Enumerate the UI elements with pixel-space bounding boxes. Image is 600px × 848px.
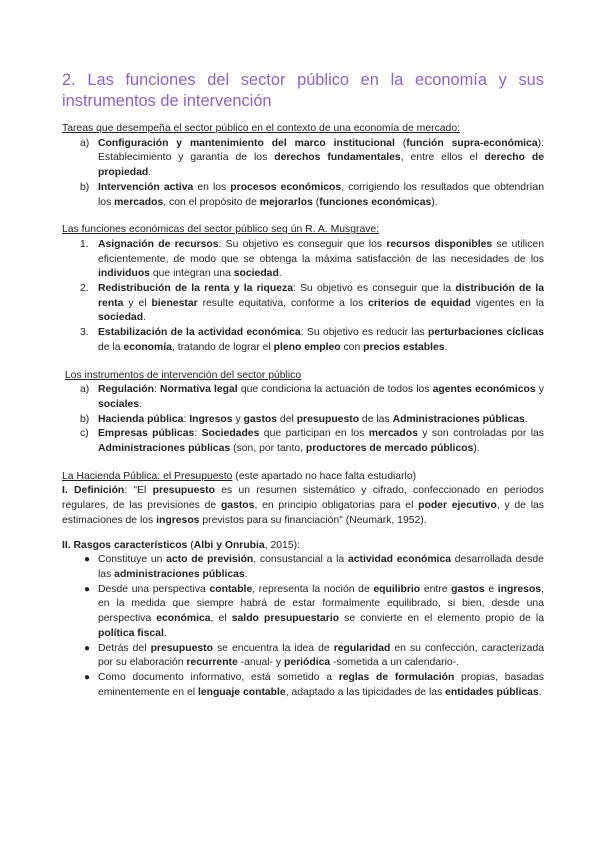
text-run: (son, por tanto, xyxy=(230,443,306,455)
rasgos-heading xyxy=(62,539,544,554)
bold-term: Regulación xyxy=(98,384,155,396)
bullet-icon: ● xyxy=(84,583,91,595)
text-run: : Su objetivo es reducir las xyxy=(300,327,429,339)
bold-term: ingresos xyxy=(497,583,542,595)
text-run: del xyxy=(277,413,297,425)
bold-term: I. Definición xyxy=(62,485,125,497)
text-run: e xyxy=(484,583,498,595)
section-title: 2. Las funciones del sector público en la economía y sus instrumentos de intervención xyxy=(62,71,544,110)
text-run: y xyxy=(232,413,244,425)
item-text xyxy=(98,554,544,580)
text-run: ). xyxy=(431,196,438,208)
text-run: se encuentra la idea de xyxy=(212,642,334,654)
bold-term: mejorarlos xyxy=(259,196,313,208)
bold-term: distribución de la renta xyxy=(98,283,544,309)
text-run: . xyxy=(148,167,152,179)
bold-term: Configuración y mantenimiento del marco institucional xyxy=(98,137,395,149)
list-marker: b) xyxy=(80,181,90,193)
text-run: : xyxy=(183,413,190,425)
list-item xyxy=(62,181,544,210)
bold-term: política fiscal xyxy=(98,627,164,639)
item-text xyxy=(98,283,544,323)
bold-term: Intervención activa xyxy=(98,181,194,193)
bullet-item xyxy=(62,642,544,671)
item-text xyxy=(98,182,544,208)
bullet-item xyxy=(62,553,544,582)
text-run: y xyxy=(535,384,545,396)
bold-term: regularidad xyxy=(333,642,391,654)
bold-term: Administraciones públicas xyxy=(392,413,525,425)
item-text xyxy=(98,414,528,425)
tareas-list xyxy=(62,137,544,211)
text-run: que participan en los xyxy=(259,428,369,440)
bold-term: sociales xyxy=(98,398,140,410)
text-run: , 2015): xyxy=(264,539,300,551)
text-run: ): Establecimiento y garantía de los xyxy=(98,137,544,164)
list-item xyxy=(62,326,544,355)
section-presupuesto xyxy=(62,470,544,701)
text-run: entre xyxy=(420,583,452,595)
bold-term: poder ejecutivo xyxy=(418,500,497,512)
list-marker: c) xyxy=(80,428,89,440)
text-run: Desde una perspectiva xyxy=(98,583,210,595)
text-run: previstos para su financiación" (Neumark, 1952). xyxy=(199,514,427,526)
item-text xyxy=(98,584,544,639)
text-run: : xyxy=(194,428,202,440)
section-instrumentos xyxy=(62,369,544,457)
text-run: . xyxy=(143,312,146,324)
bold-term: periódica xyxy=(284,657,331,669)
text-run: -sometida a un calendario-. xyxy=(330,657,460,669)
list-marker: 3. xyxy=(80,327,89,339)
text-run: . xyxy=(163,627,167,639)
bold-term: ingresos xyxy=(156,514,200,526)
bold-term: criterios de equidad xyxy=(368,297,471,309)
bold-term: presupuesto xyxy=(150,642,213,654)
tareas-heading: Tareas que desempeña el sector público en el contexto de una economía de mercado: xyxy=(62,123,460,134)
presupuesto-definition xyxy=(62,484,544,528)
bold-term: actividad económica xyxy=(347,554,451,566)
list-item xyxy=(62,427,544,456)
text-run: propias, basadas eminentemente en el xyxy=(98,671,545,698)
bold-term: gastos xyxy=(243,413,278,425)
list-marker: a) xyxy=(80,384,90,396)
instrumentos-heading: Los instrumentos de intervención del sector público xyxy=(64,369,302,381)
bold-term: economía xyxy=(123,341,172,353)
item-text xyxy=(98,428,544,454)
bold-term: presupuesto xyxy=(296,413,360,425)
bullet-icon: ● xyxy=(84,671,91,683)
text-run: , corrigiendo los resultados que obtendrían los xyxy=(98,181,544,208)
bold-term: saldo presupuestario xyxy=(231,613,340,625)
presupuesto-heading: La Hacienda Pública: el Presupuesto (este apartado no hace falta estudiarlo) xyxy=(62,470,417,482)
bold-term: II. Rasgos característicos xyxy=(62,539,188,551)
item-text xyxy=(98,327,544,353)
text-run: , consustancial a la xyxy=(253,554,348,566)
list-item xyxy=(62,383,544,412)
item-text xyxy=(98,239,544,279)
text-run: . xyxy=(139,398,142,410)
bold-term: perturbaciones cíclicas xyxy=(428,327,544,339)
text-run: vigentes en la xyxy=(470,297,544,309)
list-marker: b) xyxy=(80,413,90,425)
text-run: , tratando de lograr el xyxy=(171,341,274,353)
item-text xyxy=(98,672,544,698)
text-run: ( xyxy=(394,137,407,149)
document-page xyxy=(62,70,544,700)
bold-term: reglas de formulación xyxy=(338,671,455,683)
bold-term: Albi y Onrubia xyxy=(193,539,265,551)
text-run: . xyxy=(278,268,282,280)
text-run: resulte equitativa, conforme a los xyxy=(197,297,369,309)
text-run: : Su objetivo es conseguir que la xyxy=(293,283,456,295)
bold-term: derechos fundamentales xyxy=(274,152,401,164)
bold-term: contable xyxy=(209,583,253,595)
text-run: , en principio obligatorias para el xyxy=(254,500,419,512)
bold-term: bienestar xyxy=(151,297,198,309)
bold-term: equilibrio xyxy=(373,583,421,595)
item-text xyxy=(98,384,544,410)
list-marker: 1. xyxy=(80,238,89,250)
text-run: , en la medida que siempre habrá de estar formalmente equilibrado, si bien, desde una perspectiva xyxy=(98,583,544,625)
bold-term: agentes económicos xyxy=(432,384,536,396)
text-run: : xyxy=(154,384,161,396)
text-run: . xyxy=(524,413,528,425)
bold-term: funciones económicas xyxy=(319,196,432,208)
text-run: , adaptado a las tipicidades de las xyxy=(285,686,446,698)
text-run: y el xyxy=(123,297,152,309)
text-run: -anual- y xyxy=(237,657,284,669)
bullet-icon: ● xyxy=(84,642,91,654)
bold-term: sociedad xyxy=(233,268,279,280)
bold-term: sociedad xyxy=(98,312,144,324)
bold-term: derecho de propiedad xyxy=(98,152,545,179)
list-item xyxy=(62,282,544,326)
bold-term: lenguaje contable xyxy=(197,686,286,698)
text-run: con xyxy=(340,341,364,353)
text-run: ). xyxy=(473,443,480,455)
text-run: , entre ellos el xyxy=(400,152,485,164)
text-run: : Su objetivo es conseguir que los xyxy=(218,238,387,250)
bold-term: recursos disponibles xyxy=(386,238,493,250)
bold-term: Normativa legal xyxy=(160,384,238,396)
text-run: se convierte en el elemento propio de la xyxy=(339,613,544,625)
text-run: que condiciona la actuación de todos los xyxy=(237,384,433,396)
bullet-item xyxy=(62,583,544,642)
text-run: : "El xyxy=(124,485,153,497)
bullet-item xyxy=(62,671,544,700)
bold-term: individuos xyxy=(98,268,150,280)
section-funciones xyxy=(62,223,544,355)
bold-term: función supra-económica xyxy=(406,137,538,149)
bold-term: presupuesto xyxy=(152,485,215,497)
text-run: en los xyxy=(193,181,231,193)
bold-term: recurrente xyxy=(186,657,238,669)
funciones-heading: Las funciones económicas del sector público seg ún R. A. Musgrave: xyxy=(62,224,380,236)
text-run: de la xyxy=(98,341,124,353)
bold-term: entidades públicas xyxy=(445,686,539,698)
bold-term: económica xyxy=(156,613,211,625)
item-text xyxy=(98,643,544,669)
item-text xyxy=(98,138,544,178)
bold-term: Empresas públicas xyxy=(98,428,195,440)
text-run: de las xyxy=(359,413,393,425)
funciones-list xyxy=(62,238,544,356)
list-marker: 2. xyxy=(80,283,89,295)
text-run: en su confección, caracterizada por su elaboración xyxy=(98,642,544,669)
text-run: y son controladas por las xyxy=(417,428,544,440)
bold-term: productores de mercado públicos xyxy=(305,443,474,455)
instrumentos-list xyxy=(62,383,544,457)
text-run: Como documento informativo, está sometido a xyxy=(98,671,339,683)
list-item xyxy=(62,137,544,181)
text-run: que integran una xyxy=(149,268,234,280)
bold-term: precios estables xyxy=(363,341,445,353)
section-tareas xyxy=(62,122,544,210)
text-run: , el xyxy=(210,613,232,625)
text-run: . xyxy=(444,341,448,353)
list-item xyxy=(62,238,544,282)
bold-term: acto de previsión xyxy=(166,554,254,566)
bold-term: Hacienda pública xyxy=(98,413,184,425)
bold-term: mercados xyxy=(114,196,164,208)
rasgos-list xyxy=(62,553,544,700)
text-run: Constituye un xyxy=(98,554,167,566)
text-run: ( xyxy=(312,196,320,208)
text-run: Detrás del xyxy=(98,642,151,654)
list-item xyxy=(62,413,544,428)
bold-term: Administraciones públicas xyxy=(98,443,231,455)
bullet-icon: ● xyxy=(84,554,91,566)
bold-term: Ingresos xyxy=(189,413,233,425)
text-run: ( xyxy=(187,539,194,551)
text-run: se utilicen eficientemente, de modo que se obtenga la máxima satisfacción de las necesidades de los xyxy=(98,238,544,265)
bold-term: Sociedades xyxy=(201,428,260,440)
bold-term: administraciones públicas xyxy=(114,568,245,580)
text-run: es un resumen sistemático y cifrado, confeccionado en periodos regulares, de las previsiones de xyxy=(62,485,544,512)
bold-term: Asignación de recursos xyxy=(98,238,219,250)
bold-term: procesos económicos xyxy=(230,181,342,193)
bold-term: Redistribución de la renta y la riqueza xyxy=(98,283,294,295)
bold-term: mercados xyxy=(368,428,418,440)
text-run: , representa la noción de xyxy=(252,583,374,595)
bold-term: gastos xyxy=(451,583,485,595)
bold-term: gastos xyxy=(220,500,255,512)
text-run: . xyxy=(538,686,542,698)
text-run: , con el propósito de xyxy=(163,196,260,208)
list-marker: a) xyxy=(80,137,90,149)
text-run: desarrollada desde las xyxy=(98,554,544,580)
text-run: . xyxy=(244,568,248,580)
bold-term: pleno empleo xyxy=(273,341,341,353)
text-run: , y de las estimaciones de los xyxy=(62,500,544,526)
bold-term: Estabilización de la actividad económica xyxy=(98,327,301,339)
